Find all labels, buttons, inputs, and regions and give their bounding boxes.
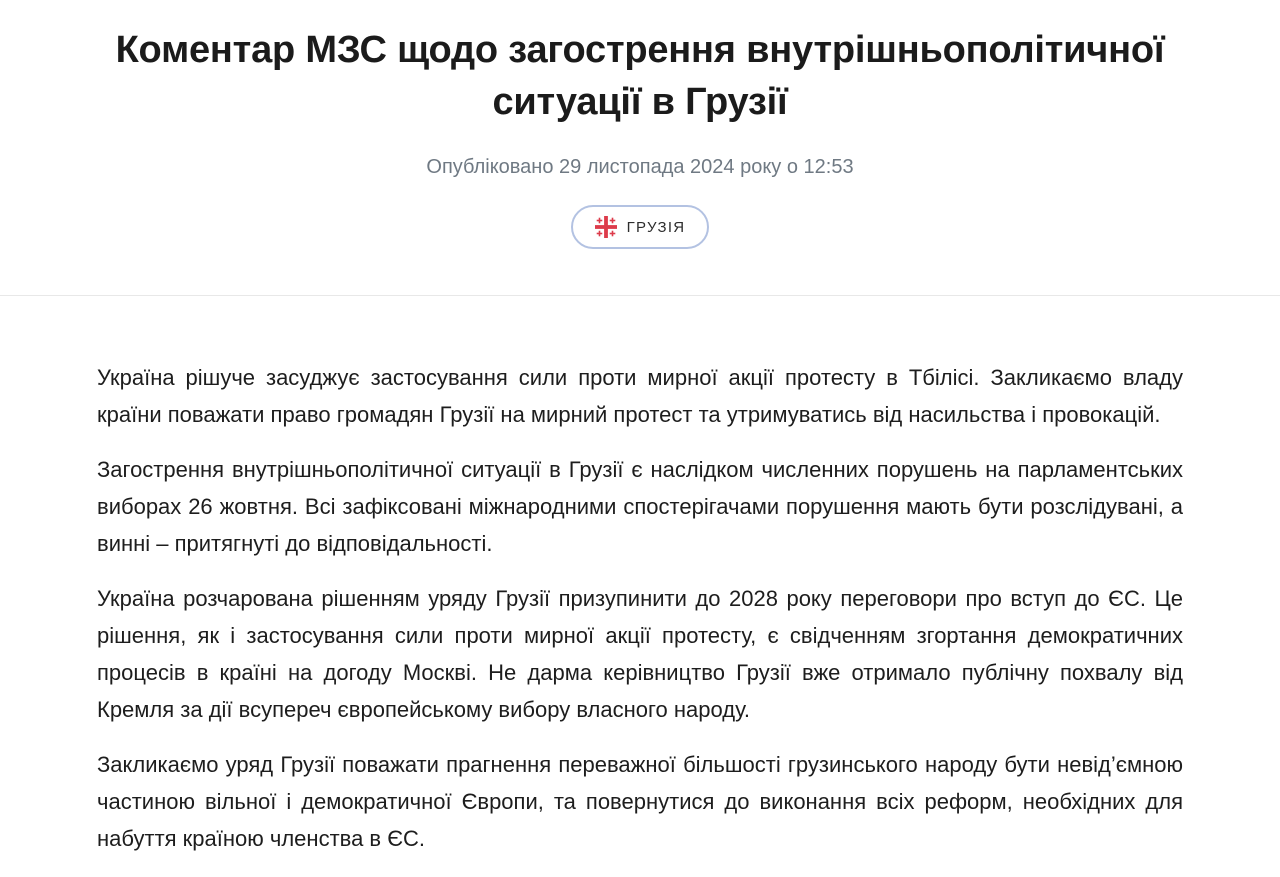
paragraph-2: Загострення внутрішньополітичної ситуації в Грузії є наслідком численних порушень на парламентських виборах 26 жовтня. Всі зафіксовані міжнародними спостерігачами порушення мають бути розслідувані, а винні – притягнуті до відповідальності. <box>97 457 1183 556</box>
paragraph-3: Україна розчарована рішенням уряду Грузії призупинити до 2028 року переговори про вступ до ЄС. Це рішення, як і застосування сили проти мирної акції протесту, є свідченням згортання демократичних процесів в країні на догоду Москві. Не дарма керівництво Грузії вже отримало публічну похвалу від Кремля за дії всупереч європейському вибору власного народу. <box>97 586 1183 722</box>
georgian-cross-icon <box>595 216 617 238</box>
paragraph-4: Закликаємо уряд Грузії поважати прагнення переважної більшості грузинського народу бути невід’ємною частиною вільної і демократичної Європи, та повернутися до виконання всіх реформ, необхідних для набуття країною членства в ЄС. <box>97 752 1183 851</box>
article-header <box>0 0 1280 249</box>
paragraph-1: Україна рішуче засуджує застосування сили проти мирної акції протесту в Тбілісі. Закликаємо владу країни поважати право громадян Грузії на мирний протест та утримуватись від насильства і провокацій. <box>97 365 1183 427</box>
page-title: Коментар МЗС щодо загострення внутрішньополітичної ситуації в Грузії <box>115 29 1165 123</box>
tag-label: ГРУЗІЯ <box>626 218 686 236</box>
article-body <box>87 296 1193 877</box>
publish-date: Опубліковано 29 листопада 2024 року о 12:53 <box>426 156 854 178</box>
country-tag-badge[interactable] <box>571 205 710 249</box>
